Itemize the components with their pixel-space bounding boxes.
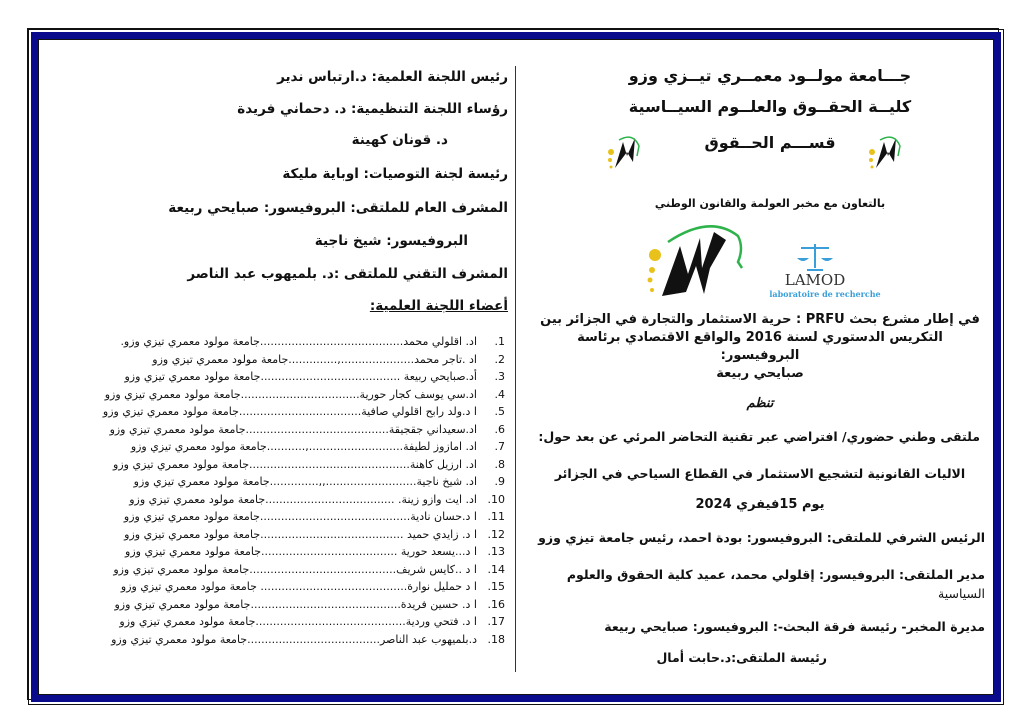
member-item (50, 543, 505, 561)
conference-director (555, 565, 985, 603)
member-number: 4. (494, 387, 505, 401)
lamod-logo-name: LAMOD (784, 271, 846, 289)
scientific-committee-members (50, 333, 505, 648)
event-date: يوم 15فيفري 2024 (695, 497, 825, 512)
technical-supervisor: المشرف التقني للملتقى :د. بلميهوب عبد الناصر (187, 266, 508, 282)
member-text: اد.سي يوسف كجار حورية..................................جامعة مولود معمري تيزي وزو (104, 387, 477, 401)
member-text: ا د.حسان نادية...........................................جامعة مولود معمري تيزي وزو (123, 510, 477, 523)
scales-of-justice-icon (795, 242, 835, 272)
scientific-chair: رئيس اللجنة العلمية: د.ارتباس ندير (277, 69, 508, 85)
member-text: ا د. حسين فريدة...........................................جامعة مولود معمري تيزي وزو (114, 597, 477, 611)
member-text: أد.صبايحي ربيعة ........................................جامعة مولود معمري تيزي وزو (124, 370, 477, 383)
member-item (50, 561, 505, 579)
member-number: 5. (494, 405, 505, 418)
member-text: اد. امازوز لطيفة...........................,...........جامعة مولود معمري تيزي وزو (130, 440, 477, 453)
member-item (50, 473, 505, 491)
member-item (50, 613, 505, 631)
member-number: 1. (494, 335, 505, 348)
member-text: اد .تاجر محمد.....................,..............جامعة مولود معمري تيزي وزو (152, 352, 477, 366)
member-number: 7. (494, 440, 505, 453)
member-text: اد. ايت وازو زينة. .....................................جامعة مولود معمري تيزي وزو (129, 492, 477, 506)
member-text: ا د.ولد رابح اقلولي صافية...................................جامعة مولود معمري تيزي وزو (102, 405, 477, 418)
member-item (50, 386, 505, 404)
member-item (50, 526, 505, 544)
member-number: 14. (487, 562, 505, 576)
department-name: قســـم الحــقوق (704, 133, 836, 152)
member-text: ا د حمليل نوارة.......................................... جامعة مولود معمري تيزي وزو (120, 580, 477, 593)
project-line: في إطار مشرع بحث PRFU : حرية الاستثمار والتجارة في الجزائر بين (540, 312, 980, 327)
member-number: 15. (487, 580, 505, 593)
member-number: 9. (494, 475, 505, 488)
organizing-chair-2: د. قونان كهينة (351, 132, 448, 148)
member-item (50, 578, 505, 596)
organizes-label: تنظم (746, 396, 774, 411)
project-description (540, 311, 980, 383)
member-item (50, 491, 505, 509)
faculty-name: كليــة الحقــوق والعلــوم السيــاسية (628, 97, 912, 116)
member-number: 12. (487, 527, 505, 541)
director-line: السياسية (938, 586, 985, 601)
conference-chair: رئيسة الملتقى:د.حابت أمال (656, 650, 827, 665)
member-text: اد. ارزيل كاهنة..............................................جامعة مولود معمري تيزي وزو (113, 457, 477, 471)
member-text: اد. اقلولي محمد.........................................جامعة مولود معمري تيزي وزو. (120, 335, 477, 348)
member-number: 3. (494, 370, 505, 383)
university-logo-right (866, 132, 906, 172)
member-item (50, 368, 505, 386)
member-item (50, 456, 505, 474)
member-text: ا د ..كايس شريف..........................................جامعة مولود معمري تيزي وزو (113, 562, 477, 576)
member-item (50, 351, 505, 369)
member-item (50, 631, 505, 649)
member-number: 13. (487, 545, 505, 558)
member-text: اد.سعيداني جقجيقة.........................................جامعة مولود معمري تيزي وزو (109, 422, 477, 436)
university-name: جـــامعة مولــود معمــري تيــزي وزو (628, 66, 912, 85)
member-item (50, 421, 505, 439)
lab-director: مديرة المخبر- رئيسة فرقة البحث-: البروفيسور: صبايحي ربيعة (604, 619, 985, 634)
member-item (50, 596, 505, 614)
member-text: ا د. فتحي وردية...........................................جامعة مولود معمري تيزي وزو (119, 615, 477, 628)
member-item (50, 508, 505, 526)
member-item (50, 403, 505, 421)
lamod-logo-subtitle: laboratoire de recherche (769, 289, 881, 299)
project-line: صبايحي ربيعة (716, 366, 804, 381)
organizing-chairs: رؤساء اللجنة التنظيمية: د. دحماني فريدة (237, 101, 508, 117)
event-title: الاليات القانونية لتشجيع الاستثمار في القطاع السياحي في الجزائر (554, 466, 966, 481)
member-number: 2. (494, 352, 505, 366)
member-number: 6. (494, 422, 505, 436)
member-text: اد. شيخ ناجية..........................,,..............جامعة مولود معمري تيزي وزو (133, 475, 477, 488)
members-heading: أعضاء اللجنة العلمية: (369, 298, 508, 314)
university-logo-left (605, 132, 645, 172)
column-divider (515, 66, 516, 672)
member-number: 16. (487, 597, 505, 611)
general-supervisor-2: البروفيسور: شيخ ناجية (314, 233, 468, 249)
recommendations-chair: رئيسة لجنة التوصيات: اوباية مليكة (282, 166, 508, 182)
member-number: 11. (487, 510, 505, 523)
university-logo-large (640, 218, 750, 300)
general-supervisor: المشرف العام للملتقى: البروفيسور: صبايحي ربيعة (168, 200, 508, 216)
member-number: 8. (494, 457, 505, 471)
member-text: ا د...يسعد حورية .......................................جامعة مولود معمري تيزي وزو (125, 545, 477, 558)
member-number: 10. (487, 492, 505, 506)
member-text: د.بلميهوب عبد الناصر......................................جامعة مولود معمري تيزي وزو (111, 632, 477, 646)
member-text: ا د. زايدي حميد .........................................جامعة مولود معمري تيزي وزو (124, 527, 477, 541)
member-number: 18. (487, 632, 505, 646)
member-item (50, 438, 505, 456)
honorary-president: الرئيس الشرفي للملتقى: البروفيسور: بودة احمد، رئيس جامعة تيزي وزو (538, 530, 985, 545)
member-number: 17. (487, 615, 505, 628)
member-item (50, 333, 505, 351)
event-type: ملتقى وطني حضوري/ افتراضي عبر تقنية التحاضر المرئي عن بعد حول: (538, 429, 980, 444)
director-line: مدير الملتقى: البروفيسور: إقلولي محمد، عميد كلية الحقوق والعلوم (566, 567, 985, 582)
cooperation-text: بالتعاون مع مخبر العولمة والقانون الوطني (654, 197, 886, 210)
project-line: التكريس الدستوري لسنة 2016 والواقع الاقتصادي برئاسة البروفيسور: (577, 330, 943, 363)
